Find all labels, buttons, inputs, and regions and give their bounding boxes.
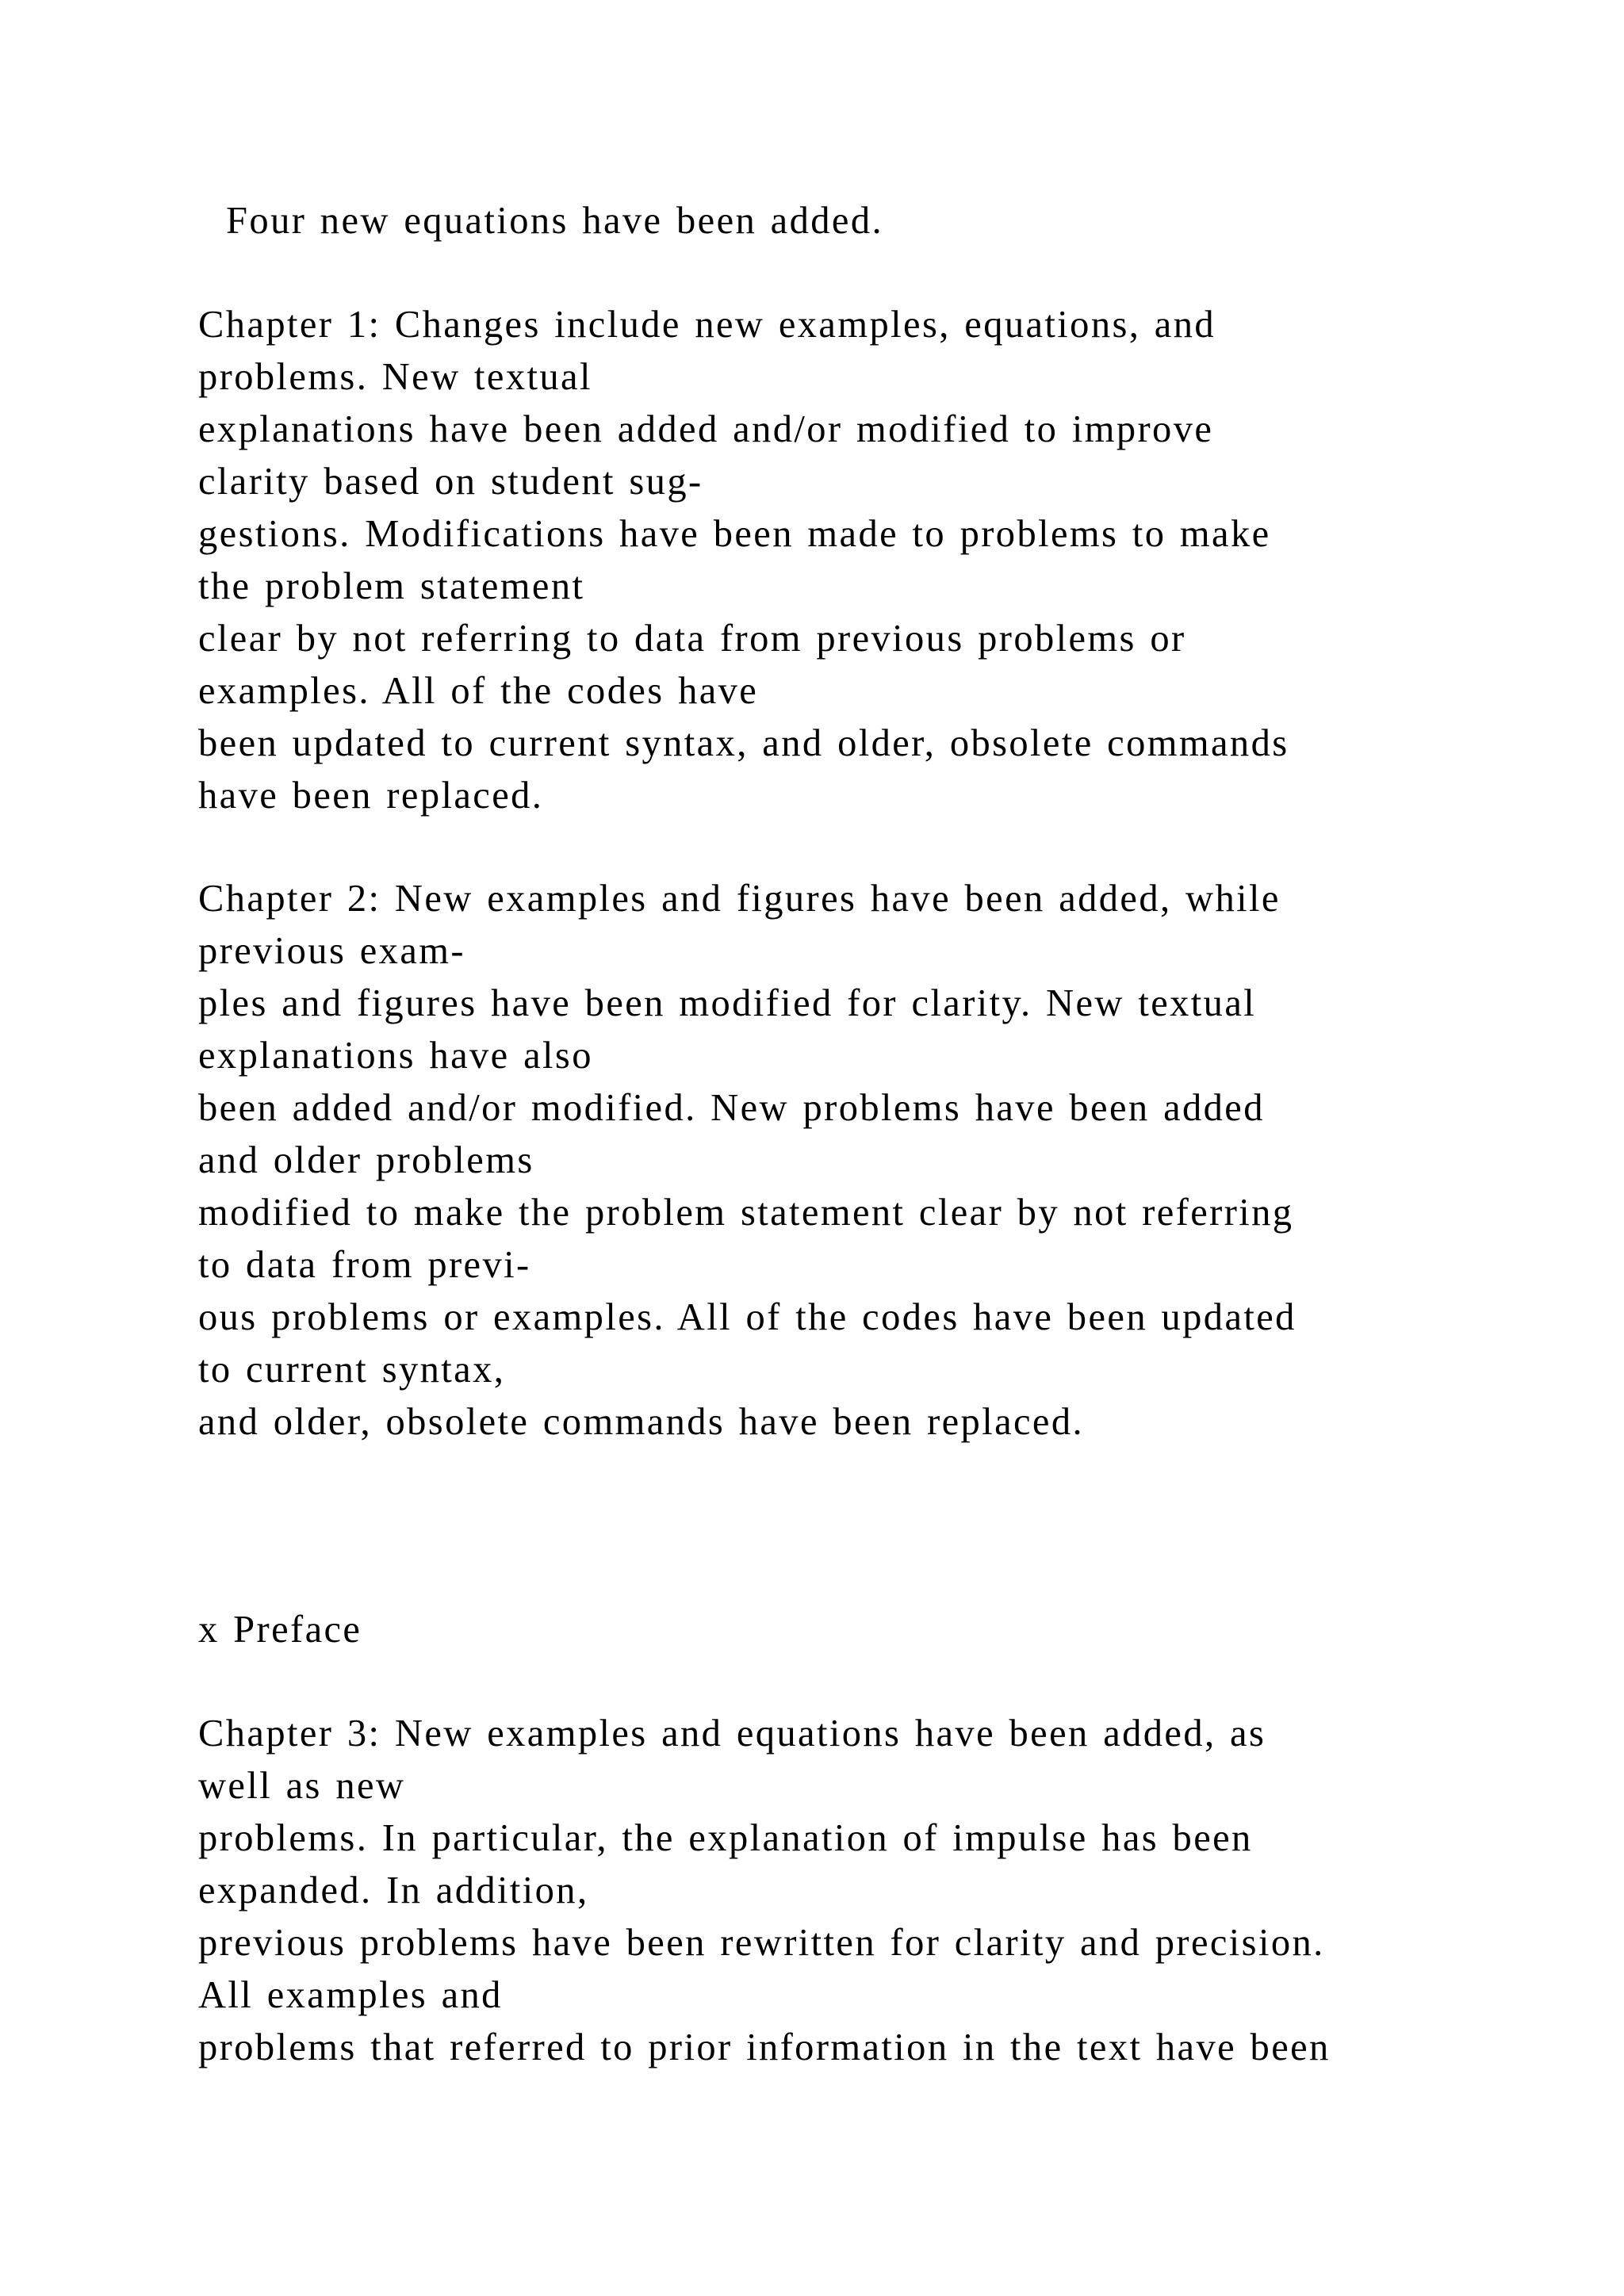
text-line: well as new: [198, 1765, 406, 1807]
text-line: have been replaced.: [198, 775, 544, 817]
text-line: problems that referred to prior information in the text have been: [198, 2026, 1331, 2068]
text-line: been updated to current syntax, and older, obsolete commands: [198, 722, 1289, 764]
text-line: Chapter 2: New examples and figures have been added, while: [198, 878, 1281, 920]
text-line: expanded. In addition,: [198, 1869, 589, 1911]
text-line: ples and figures have been modified for clarity. New textual: [198, 982, 1257, 1024]
text-line: problems. In particular, the explanation of impulse has been: [198, 1817, 1253, 1859]
text-line: been added and/or modified. New problems have been added: [198, 1087, 1265, 1129]
text-line: ous problems or examples. All of the codes have been updated: [198, 1296, 1297, 1338]
text-line: explanations have also: [198, 1035, 593, 1077]
text-line: to current syntax,: [198, 1349, 506, 1391]
text-line: Four new equations have been added.: [198, 200, 884, 242]
text-line: clarity based on student sug-: [198, 461, 703, 503]
text-line: gestions. Modifications have been made to problems to make: [198, 513, 1271, 555]
text-line: the problem statement: [198, 565, 585, 607]
text-line: All examples and: [198, 1974, 503, 2016]
text-line: problems. New textual: [198, 356, 592, 398]
text-line: modified to make the problem statement clear by not referring: [198, 1192, 1294, 1234]
text-line: Chapter 1: Changes include new examples, equations, and: [198, 304, 1216, 346]
text-line: previous exam-: [198, 930, 465, 972]
text-line: previous problems have been rewritten for clarity and precision.: [198, 1922, 1325, 1964]
text-line: and older, obsolete commands have been replaced.: [198, 1401, 1085, 1443]
text-line: explanations have been added and/or modified to improve: [198, 408, 1214, 450]
text-line: clear by not referring to data from previous problems or: [198, 618, 1186, 660]
text-line: and older problems: [198, 1139, 534, 1181]
text-line: to data from previ-: [198, 1244, 531, 1286]
text-line: Chapter 3: New examples and equations have been added, as: [198, 1712, 1266, 1755]
text-line: examples. All of the codes have: [198, 670, 759, 712]
page-header-text: x Preface: [198, 1609, 362, 1651]
